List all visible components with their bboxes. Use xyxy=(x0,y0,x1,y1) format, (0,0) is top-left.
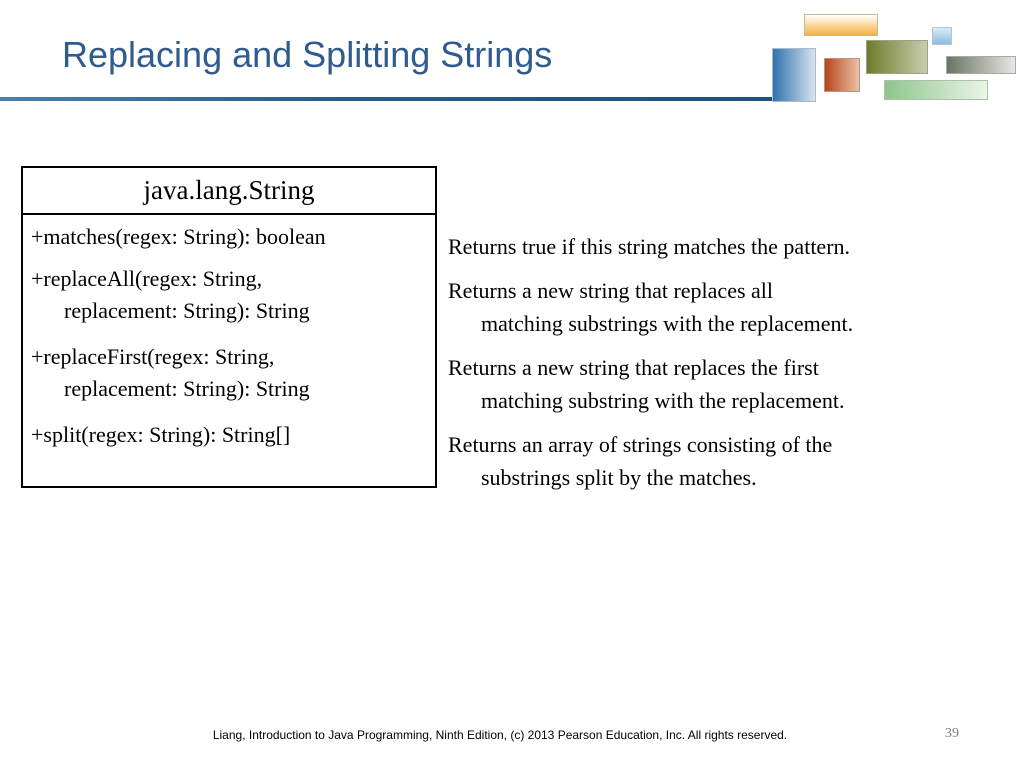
decorative-square xyxy=(772,48,816,102)
slide-title: Replacing and Splitting Strings xyxy=(62,34,553,75)
description-split xyxy=(448,428,853,494)
description-matches xyxy=(448,230,853,263)
uml-method-line: +matches(regex: String): boolean xyxy=(31,224,326,249)
description-replace-all xyxy=(448,274,853,340)
uml-method-line: +replaceFirst(regex: String, xyxy=(31,344,275,369)
description-line: Returns an array of strings consisting of the xyxy=(448,432,833,457)
decorative-square xyxy=(884,80,988,100)
method-descriptions xyxy=(448,230,853,505)
uml-methods-list xyxy=(23,215,435,451)
page-number: 39 xyxy=(945,726,959,741)
slide-footer: Liang, Introduction to Java Programming, Ninth Edition, (c) 2013 Pearson Education, Inc. All rights reserved. xyxy=(212,728,788,742)
description-line: Returns a new string that replaces the first xyxy=(448,355,819,380)
uml-method-line: replacement: String): String xyxy=(64,376,310,401)
uml-method-replace-all xyxy=(31,263,435,327)
decorative-square xyxy=(866,40,928,74)
uml-method-line: +split(regex: String): String[] xyxy=(31,422,291,447)
description-replace-first xyxy=(448,351,853,417)
uml-method-split xyxy=(31,419,435,451)
description-line: substrings split by the matches. xyxy=(481,465,757,490)
description-line: matching substrings with the replacement. xyxy=(481,311,854,336)
uml-method-line: +replaceAll(regex: String, xyxy=(31,266,263,291)
uml-class-name: java.lang.String xyxy=(23,168,435,215)
description-line: Returns a new string that replaces all xyxy=(448,278,774,303)
uml-method-line: replacement: String): String xyxy=(64,298,310,323)
decorative-square xyxy=(824,58,860,92)
title-underline xyxy=(0,97,800,101)
decorative-square xyxy=(804,14,878,36)
uml-method-matches xyxy=(31,221,435,253)
decorative-square xyxy=(946,56,1016,74)
description-line: matching substring with the replacement. xyxy=(481,388,845,413)
uml-method-replace-first xyxy=(31,341,435,405)
uml-class-box xyxy=(21,166,437,488)
description-line: Returns true if this string matches the pattern. xyxy=(448,234,851,259)
decorative-square xyxy=(932,27,952,45)
